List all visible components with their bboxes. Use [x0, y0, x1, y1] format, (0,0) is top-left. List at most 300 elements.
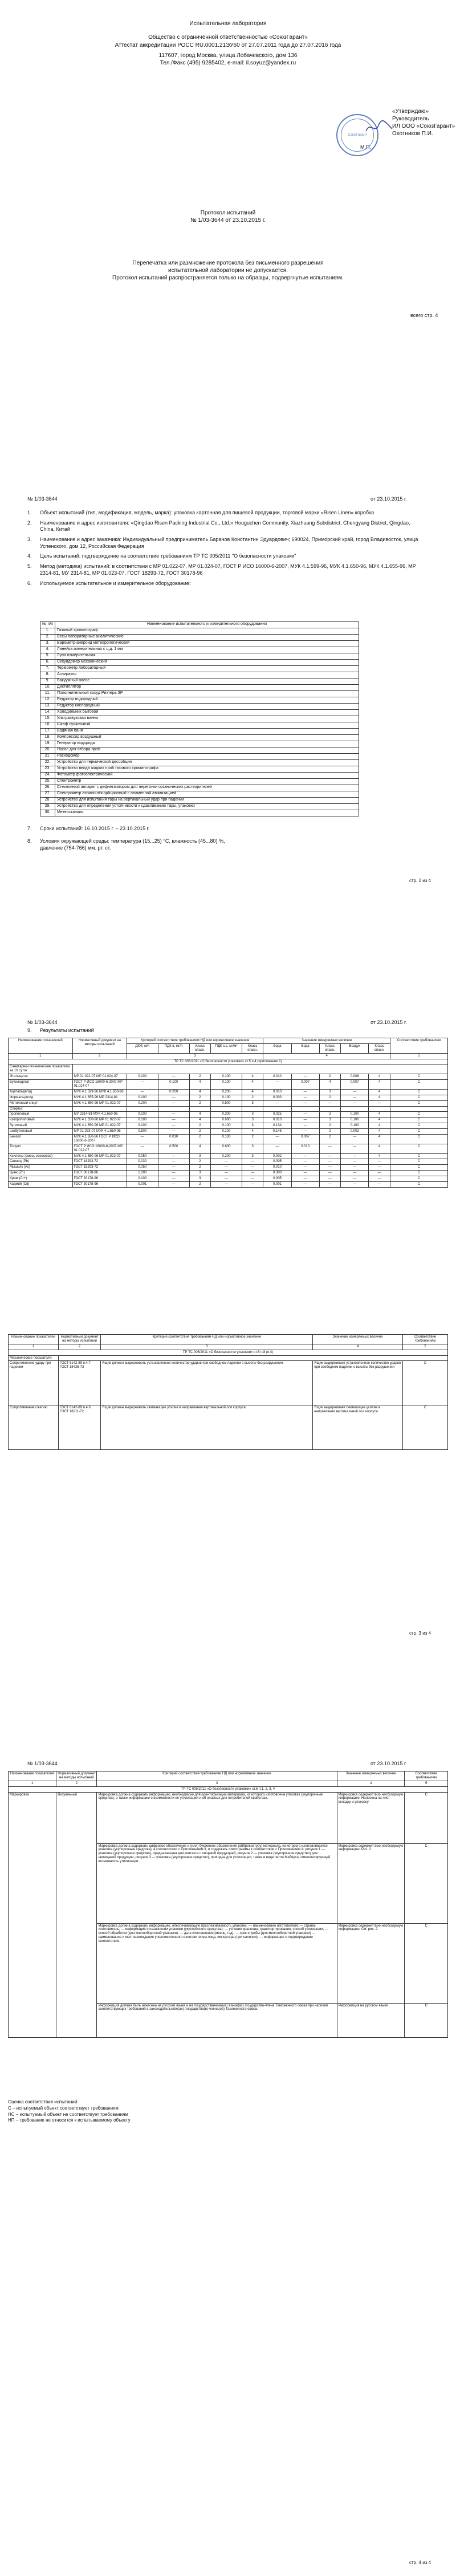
result-value: 0.003 — [263, 1095, 291, 1100]
result-value: — — [291, 1074, 319, 1080]
eq-name: Спектрометр — [55, 779, 359, 785]
result-value: 0.050 — [127, 1153, 158, 1159]
result-name: Бутилацетат — [9, 1080, 73, 1090]
table-row — [40, 697, 359, 704]
result-value: 2 — [189, 1123, 211, 1129]
result-value: 0.200 — [158, 1089, 189, 1095]
result-value: — — [158, 1153, 189, 1159]
result-compliance: С — [390, 1182, 447, 1188]
result-value: 0.050 — [127, 1165, 158, 1171]
result-compliance — [390, 1106, 447, 1112]
eq-name: Весы лабораторные аналитические — [55, 635, 359, 641]
t2-head: Соответствие требованиям — [403, 1335, 448, 1344]
marking-method: Визуальный — [56, 1792, 97, 2037]
result-name: Формальдегид — [9, 1095, 73, 1100]
result-value: 0.010 — [263, 1074, 291, 1080]
result-method: ГОСТ Р ИСО 16000-6-2007 МР 01.022-07 — [72, 1144, 127, 1153]
result-value — [127, 1106, 158, 1112]
result-value: 4 — [369, 1074, 390, 1080]
result-value: — — [127, 1089, 158, 1095]
org-name: Общество с ограниченной ответственностью «СоюзГарант» — [148, 34, 308, 40]
result-value: — — [242, 1159, 263, 1165]
sub-head: Класс опасн. — [319, 1043, 341, 1053]
result-value: — — [158, 1112, 189, 1118]
table-row — [40, 653, 359, 660]
result-value: 4 — [242, 1074, 263, 1080]
table-row — [40, 641, 359, 647]
eq-name: Холодильник бытовой — [55, 710, 359, 716]
page-footer: стр. 2 из 4 — [409, 878, 431, 883]
sub-head: ДКМ, м/л — [127, 1043, 158, 1053]
table-row — [9, 1129, 448, 1135]
result-value: 0.600 — [211, 1144, 242, 1153]
result-value: 4 — [189, 1144, 211, 1153]
result-value: 0.005 — [263, 1176, 291, 1182]
result-value: — — [291, 1118, 319, 1123]
approve-role: Руководитель — [392, 116, 429, 122]
result-value: 4 — [369, 1089, 390, 1095]
result-value — [369, 1106, 390, 1112]
legend-item: С – испытуемый объект соответствует требованиям — [8, 2105, 119, 2111]
result-value: 0.100 — [211, 1080, 242, 1090]
result-value: — — [369, 1159, 390, 1165]
t2-head: Наименование показателей — [9, 1335, 59, 1344]
eq-num: 11. — [40, 691, 55, 697]
result-value: — — [211, 1182, 242, 1188]
group-title: Санитарно-гигиенические показатели за 10 суток — [9, 1064, 73, 1074]
notice-line-3: Протокол испытаний распространяется только на образцы, подвергнутые испытаниям. — [112, 275, 344, 281]
result-method — [72, 1106, 127, 1112]
result-value: 0.100 — [211, 1074, 242, 1080]
protocol-date: от 23.10.2015 г. — [370, 1019, 407, 1025]
result-value — [189, 1106, 211, 1112]
result-value: 2 — [189, 1100, 211, 1106]
table-row — [40, 635, 359, 641]
result-compliance: С — [390, 1129, 447, 1135]
eq-name: Водяная баня — [55, 729, 359, 735]
result-value: 4 — [189, 1080, 211, 1090]
head-compliance: Соответствие требованиям — [390, 1038, 447, 1054]
result-value: — — [158, 1182, 189, 1188]
result-value: — — [263, 1100, 291, 1106]
eq-num: 21. — [40, 754, 55, 760]
table-row — [9, 1112, 448, 1118]
results-table — [8, 1038, 448, 1188]
result-name: Толуол — [9, 1144, 73, 1153]
eq-num: 4. — [40, 647, 55, 653]
result-value: — — [158, 1123, 189, 1129]
result-value: 0.500 — [127, 1129, 158, 1135]
table-row: Сопротивление удару при падении ГОСТ 8142-89 п.4.7 ГОСТ 18425-73 Ящик должен выдерживать установленное количество ударов при свободном падении с высоты без разрушения. Ящик выдерживает установленное количество ударов при свободном падении с высоты без разрушения С — [9, 1361, 448, 1405]
sub-head: Воздух — [341, 1043, 369, 1053]
result-value: 0.200 — [127, 1100, 158, 1106]
result-value: 0.010 — [263, 1089, 291, 1095]
result-value: 0.100 — [341, 1118, 369, 1123]
table-row: Маркировка должна содержать цифровое обозначение и (или) буквенное обозначение (аббревиатуру) материала, из которого изготавливается упаковка (укупорочные средства), в соответствии с Приложением 3, и содержать пиктограммы в соответствии с Приложением 4: рисунок 1 — упаковка (укупорочное средство), предназначена для контакта с пищевой продукцией; рисунок 2 — упаковка (укупорочное средство) для непищевой продукции; рисунок 3 — упаковка (укупорочное средство), пригодна для утилизации, также в виде петли Мебиуса, символизирующей возможность утилизации. Маркировка содержит всю необходимую информацию: Рис. 2 С — [9, 1843, 448, 1923]
table-row — [9, 1095, 448, 1100]
page-1 — [0, 0, 456, 570]
result-value — [341, 1106, 369, 1112]
result-value: — — [369, 1182, 390, 1188]
result-value: — — [341, 1176, 369, 1182]
result-value: — — [158, 1165, 189, 1171]
col-num: 4 — [337, 1781, 405, 1786]
eq-num: 12. — [40, 697, 55, 704]
result-value: — — [127, 1144, 158, 1153]
result-method: ГОСТ 30178-96 — [72, 1171, 127, 1176]
result-value: 3 — [242, 1144, 263, 1153]
item-7: 7. Сроки испытаний: 16.10.2015 г. – 23.10.2015 г. — [27, 826, 150, 831]
result-value: — — [291, 1165, 319, 1171]
eq-num: 22. — [40, 760, 55, 766]
result-value — [242, 1106, 263, 1112]
result-value: 3 — [242, 1100, 263, 1106]
result-value: — — [341, 1171, 369, 1176]
result-value: 4 — [369, 1095, 390, 1100]
result-compliance: С — [390, 1176, 447, 1182]
result-value: 1.000 — [127, 1171, 158, 1176]
eq-num: 27. — [40, 791, 55, 798]
result-value: — — [158, 1171, 189, 1176]
result-value: 4 — [369, 1144, 390, 1153]
result-value: 2 — [319, 1074, 341, 1080]
eq-name: Газовый хроматограф — [55, 628, 359, 635]
result-value: 0.010 — [158, 1135, 189, 1144]
col-num: 3 — [97, 1781, 337, 1786]
result-name: Ксилолы (смесь изомеров) — [9, 1153, 73, 1159]
result-value: — — [341, 1144, 369, 1153]
result-value: — — [341, 1135, 369, 1144]
result-method: МУК 4.1.650-96 МР 01.022-07 — [72, 1153, 127, 1159]
result-method: МУК 4.1.650-96 МР 01.022-07 — [72, 1100, 127, 1106]
result-value: — — [127, 1135, 158, 1144]
result-value: 2 — [319, 1129, 341, 1135]
page-2 — [0, 490, 456, 975]
t2-head: Критерий соответствия требованиям НД или нормативное значение — [101, 1335, 313, 1344]
table-row — [40, 779, 359, 785]
result-value: 0.100 — [158, 1080, 189, 1090]
eq-name: Термометр лабораторный — [55, 666, 359, 672]
result-value: 2 — [189, 1182, 211, 1188]
approve-name: Охотников П.И. — [392, 131, 433, 137]
t2-col-num: 1 — [9, 1344, 59, 1350]
result-value: — — [341, 1159, 369, 1165]
table-row — [40, 773, 359, 779]
result-value: 0.030 — [127, 1159, 158, 1165]
result-compliance: С — [390, 1135, 447, 1144]
result-compliance: С — [390, 1095, 447, 1100]
result-value: 2 — [319, 1095, 341, 1100]
protocol-date: от 23.10.2015 г. — [370, 496, 407, 502]
result-value: 2 — [242, 1095, 263, 1100]
table-row — [9, 1118, 448, 1123]
result-value: — — [263, 1144, 291, 1153]
info-item: 3. Наименование и адрес заказчика: Индивидуальный предприниматель Баранов Константин Эдуардович; 690024, Приморский край, город Владивосток, улица Успенского, дом 12, Российская Федерация — [27, 537, 418, 549]
result-value: — — [341, 1089, 369, 1095]
result-value: — — [291, 1089, 319, 1095]
col-num: 2 — [72, 1053, 127, 1059]
result-value: — — [211, 1165, 242, 1171]
table-row: Информация должна быть нанесена на русском языке и на государственном(ых) языке(ах) государства-члена Таможенного союза при наличии соответствующих требований в законодательстве(ах) государства(в)-члена(ов) Таможенного союза. Информация на русском языке С — [9, 2003, 448, 2037]
result-value: 4 — [369, 1129, 390, 1135]
eq-head-name: Наименование испытательного и измерительного оборудования — [55, 622, 359, 628]
info-item: 4. Цель испытаний: подтверждение на соответствие требованиям ТР ТС 005/2011 "О безопасности упаковки" — [27, 553, 296, 559]
result-value: 0.100 — [127, 1118, 158, 1123]
table-row — [40, 741, 359, 747]
result-value: 4 — [369, 1123, 390, 1129]
t2-col-num: 2 — [58, 1344, 100, 1350]
result-value: 0.200 — [211, 1089, 242, 1095]
t2-head: Нормативный документ на методы испытаний — [58, 1335, 100, 1344]
table-row — [40, 754, 359, 760]
col-num: 4 — [263, 1053, 390, 1059]
result-method: МУК 4.1.650-96 ГОСТ Р ИСО 16000-6-2007 — [72, 1135, 127, 1144]
sub-head: ПДК с.с. мг/м³ — [211, 1043, 242, 1053]
result-value: 0.100 — [127, 1112, 158, 1118]
result-method: МУК 4.1.650-96 МР 01.022-07 — [72, 1118, 127, 1123]
result-name: Метиловый спирт — [9, 1100, 73, 1106]
result-value: — — [211, 1171, 242, 1176]
sub-head: Класс опасн. — [242, 1043, 263, 1053]
table-row — [40, 760, 359, 766]
sub-head: Класс опасн. — [189, 1043, 211, 1053]
result-value: 4 — [189, 1089, 211, 1095]
result-value: 2 — [319, 1112, 341, 1118]
result-value — [291, 1106, 319, 1112]
eq-num: 18. — [40, 735, 55, 741]
t2-col-num: 3 — [101, 1344, 313, 1350]
result-method: ГОСТ 18293-72 — [72, 1159, 127, 1165]
eq-num: 29. — [40, 804, 55, 810]
eq-num: 8. — [40, 672, 55, 678]
t2-tr: ТР ТС 005/2011 «О безопасности упаковки» ст.5 п.8 (п.4) — [9, 1350, 448, 1355]
head-criteria: Критерий соответствия требованиям НД или нормативное значение — [127, 1038, 263, 1044]
head: Наименование показателей — [9, 1771, 56, 1781]
result-value: — — [127, 1080, 158, 1090]
result-value: 0.025 — [263, 1112, 291, 1118]
result-value: 0.500 — [211, 1100, 242, 1106]
col-num: 5 — [390, 1053, 447, 1059]
result-value: 4 — [242, 1129, 263, 1135]
result-value — [211, 1106, 242, 1112]
protocol-number: № 1/03-3644 от 23.10.2015 г. — [190, 217, 266, 224]
result-value: 0.007 — [341, 1080, 369, 1090]
result-method: МР 01.023-07 МУК 4.1.650-96 — [72, 1129, 127, 1135]
result-compliance: С — [390, 1089, 447, 1095]
result-value: — — [291, 1153, 319, 1159]
result-compliance: С — [390, 1153, 447, 1159]
result-value: 0.100 — [127, 1074, 158, 1080]
t2-col-num: 4 — [313, 1344, 403, 1350]
tr-title: ТР ТС 005/2011 «О безопасности упаковки» ст.6 п.1, 2, 3, 4 — [9, 1786, 448, 1792]
table-row — [40, 647, 359, 653]
table-row — [40, 729, 359, 735]
eq-name: Стеклянный аппарат с дефлегматором для перегонки органических растворителей — [55, 785, 359, 791]
result-compliance: С — [390, 1144, 447, 1153]
sub-head: Класс опасн. — [369, 1043, 390, 1053]
page-footer: стр. 4 из 4 — [409, 2560, 431, 2565]
table-row — [40, 710, 359, 716]
eq-num: 13. — [40, 704, 55, 710]
table-row — [40, 747, 359, 754]
result-value: 0.134 — [263, 1123, 291, 1129]
result-value: — — [319, 1165, 341, 1171]
result-value: 2 — [189, 1074, 211, 1080]
result-name: изобутиловый — [9, 1129, 73, 1135]
table-row — [40, 804, 359, 810]
result-value: — — [242, 1171, 263, 1176]
eq-num: 19. — [40, 741, 55, 747]
eq-name: Расходомер — [55, 754, 359, 760]
result-value: — — [211, 1159, 242, 1165]
result-value: 0.005 — [263, 1159, 291, 1165]
result-value: 0.146 — [263, 1129, 291, 1135]
col-num: 3 — [127, 1053, 263, 1059]
result-value: 0.500 — [158, 1144, 189, 1153]
result-value: 0.001 — [263, 1182, 291, 1188]
eq-name: Аспиратор — [55, 672, 359, 678]
eq-name: Шкаф сушильный — [55, 722, 359, 729]
result-compliance: С — [390, 1165, 447, 1171]
head: Соответствие требованиям — [405, 1771, 448, 1781]
result-method: МУ 2314-81 МУК 4.1.650-96 — [72, 1112, 127, 1118]
result-value: — — [341, 1165, 369, 1171]
result-value: 0.002 — [263, 1153, 291, 1159]
result-method: ГОСТ Р ИСО 16000-6-2007 МР 01.024-07 — [72, 1080, 127, 1090]
result-value: 0.200 — [211, 1153, 242, 1159]
eq-num: 15. — [40, 716, 55, 722]
result-value: — — [242, 1176, 263, 1182]
table-row — [40, 766, 359, 773]
protocol-num: № 1/03-3644 — [27, 1019, 58, 1025]
table-row — [40, 704, 359, 710]
result-method: МР 01.022-07 МР 01.024-07 — [72, 1074, 127, 1080]
result-value: 0.100 — [211, 1095, 242, 1100]
page-3 — [0, 1015, 456, 1665]
table-row — [40, 798, 359, 804]
col-num: 1 — [9, 1781, 56, 1786]
eq-num: 14. — [40, 710, 55, 716]
result-value: 3 — [319, 1118, 341, 1123]
result-value: — — [341, 1182, 369, 1188]
result-compliance: С — [390, 1123, 447, 1129]
result-name: Этилацетат — [9, 1074, 73, 1080]
eq-name: Метеостанция — [55, 810, 359, 816]
eq-name: Компрессор воздушный — [55, 735, 359, 741]
table-row — [9, 1171, 448, 1176]
result-value: — — [242, 1182, 263, 1188]
page-4 — [0, 1739, 456, 2576]
total-pages: всего стр. 4 — [410, 312, 438, 318]
table-row — [40, 785, 359, 791]
result-value: — — [158, 1074, 189, 1080]
result-value: — — [369, 1176, 390, 1182]
contacts: Тел./Факс (495) 9285402, e-mail: il.soyuz@yandex.ru — [160, 60, 296, 66]
result-value: 4 — [242, 1089, 263, 1095]
eq-name: Редуктор кислородный — [55, 704, 359, 710]
result-value: — — [158, 1159, 189, 1165]
head: Нормативный документ на методы испытаний — [56, 1771, 97, 1781]
eq-name: Редуктор водородный — [55, 697, 359, 704]
result-value: 0.100 — [211, 1123, 242, 1129]
result-value: 4 — [369, 1153, 390, 1159]
eq-name: Дистиллятор — [55, 685, 359, 691]
result-name: Цинк (Zn) — [9, 1171, 73, 1176]
info-item: 5. Метод (методика) испытаний: в соответствии с МР 01.022-07, МР 01.024-07, ГОСТ Р ИСО 16000-6-2007, МУК 4.1.599-96, МУК 4.1.650-96, МУК 4.1.655-96, МР 2314-81, МУ 2314-81, МР 01.023-07, ГОСТ 18293-72, ГОСТ 30178-96 — [27, 563, 416, 576]
eq-name: Устройство ввода жидких проб газового хроматографа — [55, 766, 359, 773]
result-value: 0.008 — [341, 1074, 369, 1080]
stamp-text: СоюзГарант — [348, 133, 367, 137]
result-name: Мышьяк (As) — [9, 1165, 73, 1171]
table-row — [9, 1144, 448, 1153]
result-value — [158, 1106, 189, 1112]
result-method: МУК 4.1.599-96 МУК 4.1.650-96 — [72, 1089, 127, 1095]
t2-head: Значение измеряемых величин — [313, 1335, 403, 1344]
result-value: 2 — [189, 1129, 211, 1135]
table-row — [40, 666, 359, 672]
result-value — [319, 1106, 341, 1112]
result-value: — — [319, 1144, 341, 1153]
table-row — [40, 791, 359, 798]
sub-head: Вода — [263, 1043, 291, 1053]
result-value: 4 — [369, 1118, 390, 1123]
result-method: ГОСТ 30178-96 — [72, 1182, 127, 1188]
result-value: — — [158, 1100, 189, 1106]
result-value: 0.002 — [341, 1129, 369, 1135]
result-value — [263, 1106, 291, 1112]
page-footer: стр. 3 из 4 — [409, 1631, 431, 1636]
lab-title: Испытательная лаборатория — [189, 21, 267, 27]
result-value: — — [319, 1176, 341, 1182]
result-value: — — [319, 1159, 341, 1165]
result-value: 3 — [319, 1089, 341, 1095]
sub-head: Вода — [291, 1043, 319, 1053]
head-method: Нормативный документ на методы испытаний — [72, 1038, 127, 1054]
result-value: 4 — [369, 1112, 390, 1118]
table-row: Сопротивление сжатию ГОСТ 8142-89 п.4.6 ГОСТ 18211-72 Ящик должен выдерживать сжимающее усилие в направлении вертикальной оси корпуса. Ящик выдерживает сжимающее усилие в направлении вертикальной оси корпуса С — [9, 1405, 448, 1450]
result-value: 0.100 — [211, 1129, 242, 1135]
col-num: 5 — [405, 1781, 448, 1786]
result-compliance: С — [390, 1112, 447, 1118]
result-value: — — [291, 1100, 319, 1106]
table-row — [9, 1080, 448, 1090]
eq-num: 1. — [40, 628, 55, 635]
result-value: — — [341, 1100, 369, 1106]
legend-title: Оценка соответствия испытаний: — [8, 2099, 79, 2104]
result-value: — — [291, 1182, 319, 1188]
result-value: — — [341, 1095, 369, 1100]
item-8: 8. Условия окружающей среды: температура (15...25) °С, влажность (45...80) %, давление (754-766) мм. рт. ст. — [27, 838, 225, 851]
table-row — [40, 685, 359, 691]
table-row — [9, 1153, 448, 1159]
result-name: Кадмий (Cd) — [9, 1182, 73, 1188]
marking-table — [8, 1771, 448, 2038]
result-value: 0.001 — [127, 1182, 158, 1188]
result-value: 2 — [189, 1165, 211, 1171]
result-name: Бензол — [9, 1135, 73, 1144]
info-item: 2. Наименование и адрес изготовителя: «Qingdao Risen Packing Industrial Co., Ltd.» Houguchen Community, Xiazhuang Subdistrict, Chengyang District, Qingdao, China, Китай — [27, 519, 410, 533]
equipment-table — [40, 621, 359, 816]
info-items — [27, 510, 426, 587]
result-method: МУК 4.1.650-96 МР 01.022-07 — [72, 1123, 127, 1129]
result-value: — — [319, 1100, 341, 1106]
result-value: — — [291, 1171, 319, 1176]
eq-name: Устройство для испытания тары на вертикальный удар при падении — [55, 798, 359, 804]
eq-name: Устройство для термической десорбции — [55, 760, 359, 766]
result-value: 0.100 — [127, 1176, 158, 1182]
eq-name: Фотометр фотоэлектрический — [55, 773, 359, 779]
result-value: — — [263, 1080, 291, 1090]
